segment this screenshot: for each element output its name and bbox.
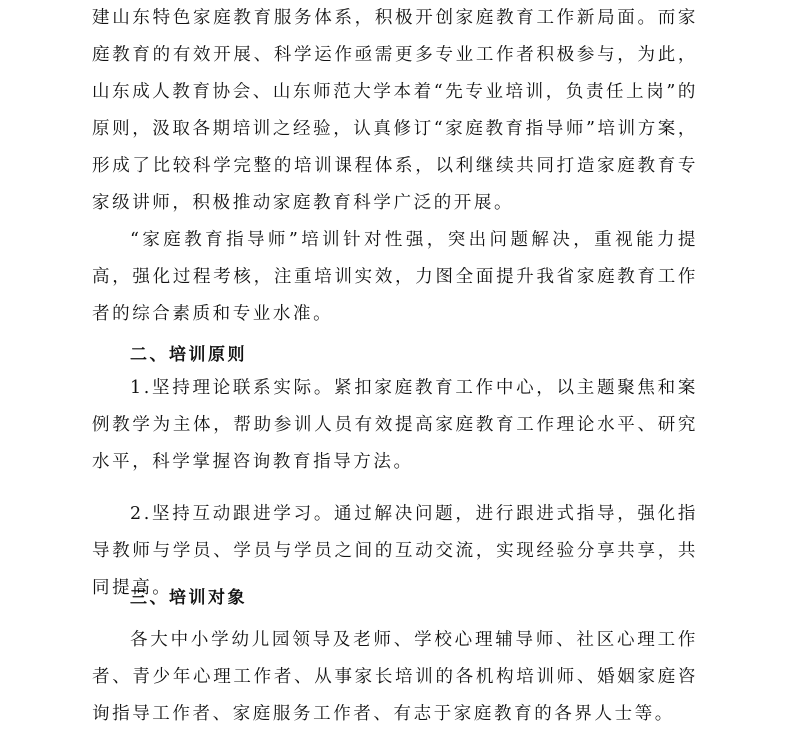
section-heading-training-principles: 二、培训原则 bbox=[130, 345, 247, 365]
paragraph-training-targets: 各大中小学幼儿园领导及老师、学校心理辅导师、社区心理工作者、青少年心理工作者、从事家长培训的各机构培训师、婚姻家庭咨询指导工作者、家庭服务工作者、有志于家庭教育的各界人士等。 bbox=[92, 630, 698, 724]
paragraph-intro-continued: 建山东特色家庭教育服务体系，积极开创家庭教育工作新局面。而家庭教育的有效开展、科学运作亟需更多专业工作者积极参与，为此，山东成人教育协会、山东师范大学本着“先专业培训，负责任上岗”的原则，汲取各期培训之经验，认真修订“家庭教育指导师”培训方案，形成了比较科学完整的培训课程体系，以利继续共同打造家庭教育专家级讲师，积极推动家庭教育科学广泛的开展。 bbox=[92, 8, 698, 213]
paragraph-principle-2: 2.坚持互动跟进学习。通过解决问题，进行跟进式指导，强化指导教师与学员、学员与学员之间的互动交流，实现经验分享共享，共同提高。 bbox=[92, 504, 698, 598]
paragraph-training-features: “家庭教育指导师”培训针对性强，突出问题解决，重视能力提高，强化过程考核，注重培训实效，力图全面提升我省家庭教育工作者的综合素质和专业水准。 bbox=[92, 230, 698, 324]
paragraph-principle-1: 1.坚持理论联系实际。紧扣家庭教育工作中心，以主题聚焦和案例教学为主体，帮助参训人员有效提高家庭教育工作理论水平、研究水平，科学掌握咨询教育指导方法。 bbox=[92, 378, 698, 472]
section-heading-training-targets: 三、培训对象 bbox=[130, 588, 247, 608]
